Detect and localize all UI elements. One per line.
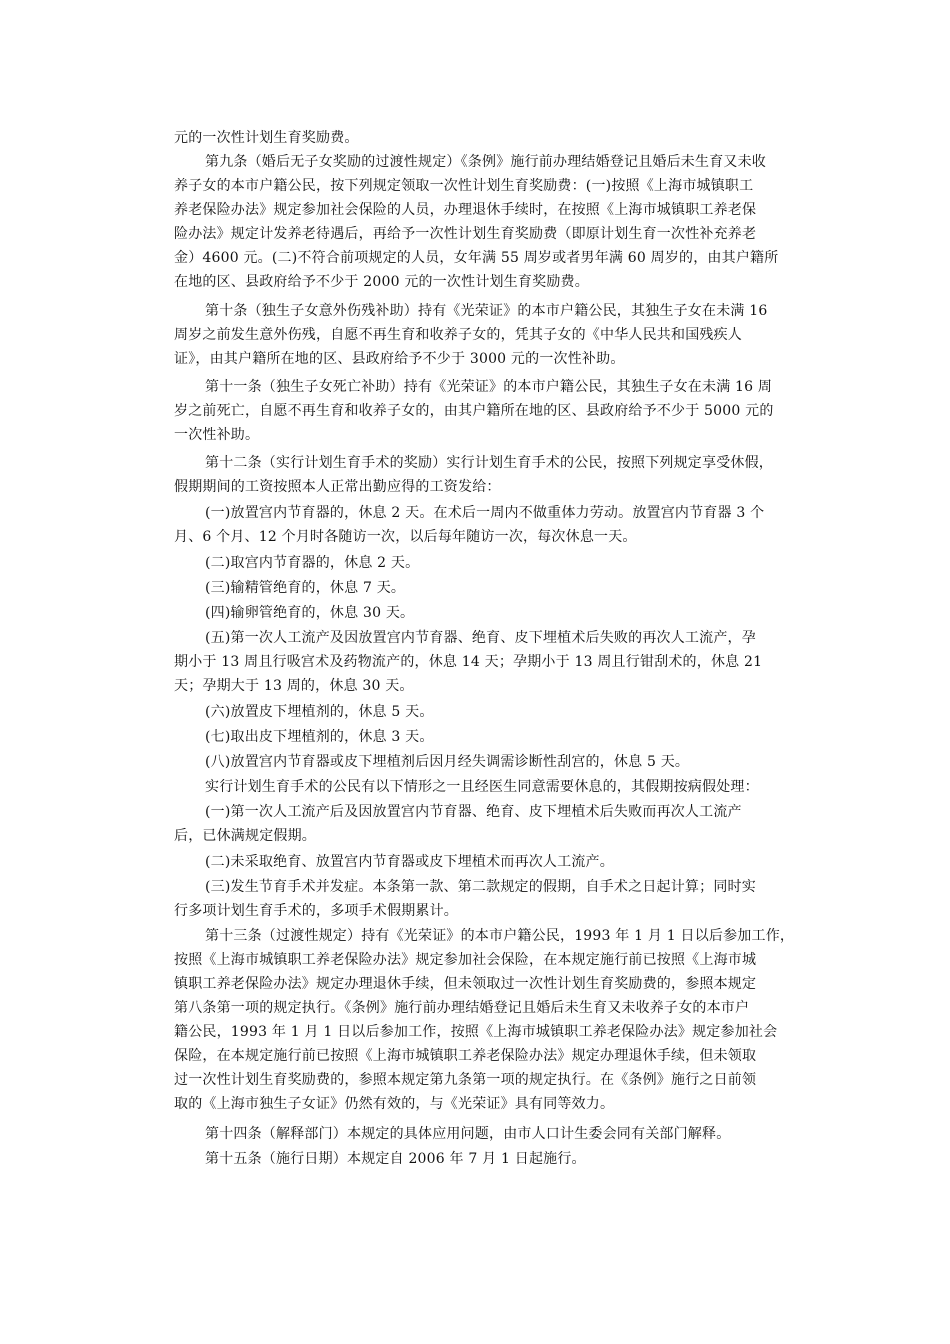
text-line: (五)第一次人工流产及因放置宫内节育器、绝育、皮下埋植术后失败的再次人工流产，孕 [205, 630, 756, 646]
text-line: 保险，在本规定施行前已按照《上海市城镇职工养老保险办法》规定办理退休手续，但未领取 [174, 1048, 757, 1064]
text-line: 元的一次性计划生育奖励费。 [174, 130, 359, 146]
text-line: (七)取出皮下埋植剂的，休息 3 天。 [205, 729, 434, 745]
text-line: (三)发生节育手术并发症。本条第一款、第二款规定的假期，自手术之日起计算；同时实 [205, 879, 756, 895]
text-line: 第十一条（独生子女死亡补助）持有《光荣证》的本市户籍公民，其独生子女在未满 16 周 [205, 379, 773, 395]
text-line: (一)放置宫内节育器的，休息 2 天。在术后一周内不做重体力劳动。放置宫内节育器 3 个 [205, 505, 765, 521]
text-line: 假期期间的工资按照本人正常出勤应得的工资发给： [174, 479, 501, 495]
text-line: 实行计划生育手术的公民有以下情形之一且经医生同意需要休息的，其假期按病假处理： [205, 779, 759, 795]
text-line: (二)未采取绝育、放置宫内节育器或皮下埋植术而再次人工流产。 [205, 854, 614, 870]
text-line: 过一次性计划生育奖励费的，参照本规定第九条第一项的规定执行。在《条例》施行之日前领 [174, 1072, 757, 1088]
text-line: 第八条第一项的规定执行。《条例》施行前办理结婚登记且婚后未生育又未收养子女的本市户 [174, 1000, 750, 1016]
text-line: (六)放置皮下埋植剂的，休息 5 天。 [205, 704, 434, 720]
text-line: (一)第一次人工流产后及因放置宫内节育器、绝育、皮下埋植术后失败而再次人工流产 [205, 804, 742, 820]
text-line: 证》，由其户籍所在地的区、县政府给予不少于 3000 元的一次性补助。 [174, 351, 625, 367]
text-line: 行多项计划生育手术的，多项手术假期累计。 [174, 903, 458, 919]
text-line: 第十五条（施行日期）本规定自 2006 年 7 月 1 日起施行。 [205, 1151, 586, 1167]
text-line: 第十二条（实行计划生育手术的奖励）实行计划生育手术的公民，按照下列规定享受休假， [205, 455, 773, 471]
text-line: (四)输卵管绝育的，休息 30 天。 [205, 605, 415, 621]
text-line: 养子女的本市户籍公民，按下列规定领取一次性计划生育奖励费：(一)按照《上海市城镇职工 [174, 178, 754, 194]
text-line: 周岁之前发生意外伤残，自愿不再生育和收养子女的，凭其子女的《中华人民共和国残疾人 [174, 327, 742, 343]
text-line: 天；孕期大于 13 周的，休息 30 天。 [174, 678, 414, 694]
text-line: (二)取宫内节育器的，休息 2 天。 [205, 555, 420, 571]
text-line: 一次性补助。 [174, 427, 260, 443]
text-line: 按照《上海市城镇职工养老保险办法》规定参加社会保险，在本规定施行前已按照《上海市城 [174, 952, 757, 968]
text-line: 第十四条（解释部门）本规定的具体应用问题，由市人口计生委会同有关部门解释。 [205, 1126, 731, 1142]
text-line: 金）4600 元。(二)不符合前项规定的人员，女年满 55 周岁或者男年满 60 周岁的，由其户籍所 [174, 250, 779, 266]
text-line: 取的《上海市独生子女证》仍然有效的，与《光荣证》具有同等效力。 [174, 1096, 615, 1112]
text-line: (八)放置宫内节育器或皮下埋植剂后因月经失调需诊断性刮宫的，休息 5 天。 [205, 754, 690, 770]
text-line: 镇职工养老保险办法》规定办理退休手续，但未领取过一次性计划生育奖励费的，参照本规定 [174, 976, 757, 992]
text-line: 籍公民，1993 年 1 月 1 日以后参加工作，按照《上海市城镇职工养老保险办法》规定参加社会 [174, 1024, 778, 1040]
text-line: 第九条（婚后无子女奖励的过渡性规定）《条例》施行前办理结婚登记且婚后未生育又未收 [205, 154, 766, 170]
text-line: 第十条（独生子女意外伤残补助）持有《光荣证》的本市户籍公民，其独生子女在未满 16 [205, 303, 768, 319]
text-line: 期小于 13 周且行吸宫术及药物流产的，休息 14 天；孕期小于 13 周且行钳刮术的，休息 21 [174, 654, 763, 670]
text-line: 后，已休满规定假期。 [174, 828, 316, 844]
text-line: 在地的区、县政府给予不少于 2000 元的一次性计划生育奖励费。 [174, 274, 589, 290]
text-line: 月、6 个月、12 个月时各随访一次，以后每年随访一次，每次休息一天。 [174, 529, 637, 545]
text-line: 岁之前死亡，自愿不再生育和收养子女的，由其户籍所在地的区、县政府给予不少于 5000 元的 [174, 403, 774, 419]
text-line: 养老保险办法》规定参加社会保险的人员，办理退休手续时，在按照《上海市城镇职工养老保 [174, 202, 757, 218]
text-line: 第十三条（过渡性规定）持有《光荣证》的本市户籍公民，1993 年 1 月 1 日以后参加工作， [205, 928, 795, 944]
text-line: (三)输精管绝育的，休息 7 天。 [205, 580, 406, 596]
text-line: 险办法》规定计发养老待遇后，再给予一次性计划生育奖励费（即原计划生育一次性补充养老 [174, 226, 757, 242]
